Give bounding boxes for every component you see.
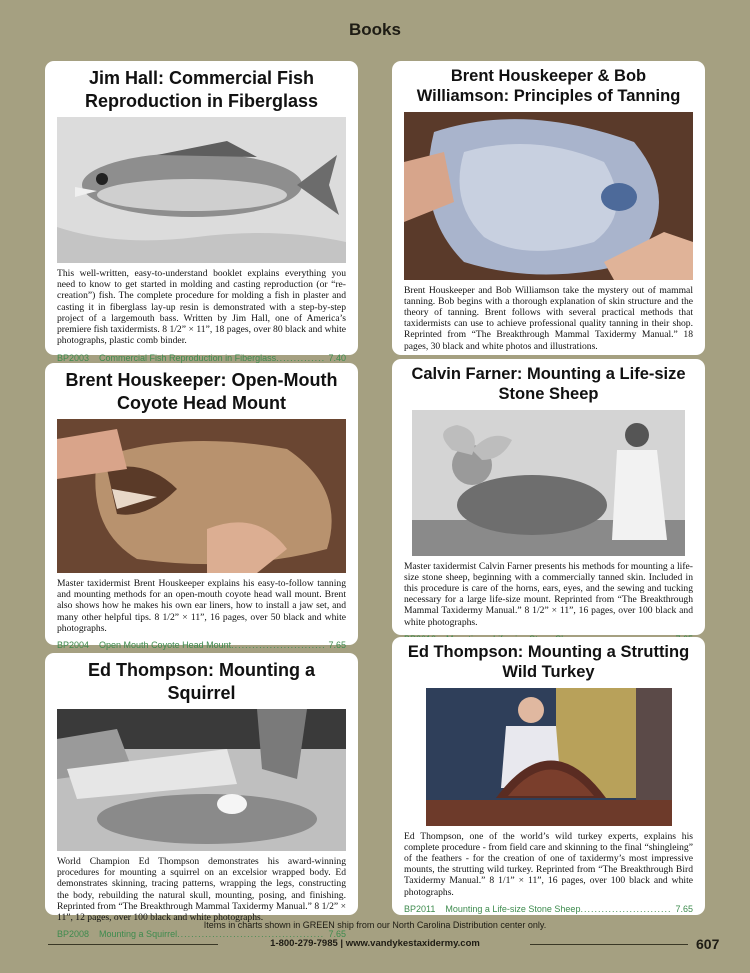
sku: BP2003 [57,352,90,363]
squirrel-photo [57,709,346,851]
product-card-turkey [392,637,705,915]
page-number: 607 [696,936,720,952]
sku: BP2011 [404,903,436,914]
product-description: Master taxidermist Calvin Farner presents his methods for mounting a life-size stone sheep, beginning with a commercially tanned skin. Included in this procedure is care of the horns, ears, eyes, and the sewing and tucking necessary for a large life-size mount. Reprinted from “The Breakthrough Mammal Taxidermy Manual.” 8 1/2” × 11”, 16 pages, over 100 black and white photographs. [404,560,693,628]
product-description: Brent Houskeeper and Bob Williamson take the mystery out of mammal tanning. Bob begins with a thorough explanation of skin structure and the theory of tanning. Brent follows with several practical methods that taxidermists can use to achieve professional quality tanning in their shop. Reprinted from “The Breakthrough Mammal Taxidermy Manual.” 18 pages, 30 black and white photos and illustrations. [404,284,693,352]
product-description: Master taxidermist Brent Houskeeper explains his easy-to-follow tanning and mounting methods for an open-mouth coyote head wall mount. Brent also shows how he makes his own ear liners, how to install a jaw set, and many other helpful tips. 8 1/2” × 11”, 16 pages, over 50 black and white photographs. [57,578,346,634]
product-name: Mounting a Life-size Stone Sheep [445,903,581,914]
sku: BP2004 [57,640,90,651]
sku: BP2008 [57,929,90,940]
product-name: Commercial Fish Reproduction in Fiberglass [99,352,277,363]
order-line[interactable] [57,353,346,363]
fish-photo [57,117,346,263]
product-title: Jim Hall: Commercial Fish Reproduction in Fiberglass [84,68,319,111]
hide-photo [404,112,693,280]
product-card-coyote [45,363,358,651]
sheep-photo [412,410,685,556]
contact-info: 1-800-279-7985 | www.vandykestaxidermy.com [270,938,480,949]
coyote-photo [57,419,346,573]
turkey-photo [426,688,672,826]
product-card-squirrel [45,653,358,940]
product-description: This well-written, easy-to-understand booklet explains everything you need to know to get started in molding and casting reproduction (or “re-creation”) fish. The complete procedure for molding a fish in plaster and casting it in fiberglass lay-up resin is demonstrated with a step-by-step project of a largemouth bass. Written by Jim Hall, one of America’s premiere fish taxidermists. 8 1/2” × 11”, 18 pages, over 80 black and white photographs, plastic comb binder. [57,268,346,347]
product-name: Mounting a Squirrel [99,929,178,940]
product-title: Calvin Farner: Mounting a Life-size Stone Sheep [411,365,686,403]
footer-divider-right [530,944,688,945]
price: 7.40 [328,352,346,363]
product-description: Ed Thompson, one of the world’s wild turkey experts, explains his complete procedure - from field care and skinning to the final “shingleing” of the feathers - for the creation of one of taxidermy’s most impressive mounts, the strutting wild turkey. Reprinted from “The Breakthrough Bird Taxidermy Manual.” 8 1/1” × 11”, 16 pages, over 100 black and white photographs. [404,830,693,898]
price: 7.65 [328,640,346,651]
product-name: Open Mouth Coyote Head Mount [99,640,232,651]
product-title: Brent Houskeeper & Bob Williamson: Principles of Tanning [416,67,681,105]
shipping-note: Items in charts shown in GREEN ship from our North Carolina Distribution center only. [203,920,547,930]
product-card-fish [45,61,358,363]
order-line[interactable] [57,640,346,650]
product-description: World Champion Ed Thompson demonstrates his award-winning procedures for mounting a squirrel on an excelsior wrapped body. Ed demonstrates skinning, tracing patterns, wrapping the legs, constructing the body, rebuilding the natural skull, mounting, posing, and finishing. Reprinted from “The Breakthrough Mammal Taxidermy Manual.” 8 1/2” × 11”, 12 pages, over 100 black and white photographs. [57,856,346,924]
leader-dots [580,904,671,914]
product-title: Ed Thompson: Mounting a Squirrel [88,660,315,703]
price: 7.65 [675,903,693,914]
order-line[interactable] [404,904,693,914]
page-title: Books [349,20,401,39]
product-title: Brent Houskeeper: Open-Mouth Coyote Head Mount [65,370,338,413]
product-card-tanning [392,61,705,355]
price: 7.65 [328,929,346,940]
product-title: Ed Thompson: Mounting a Strutting Wild Turkey [407,643,690,681]
leader-dots [231,640,324,650]
product-card-sheep [392,359,705,635]
leader-dots [276,353,324,363]
